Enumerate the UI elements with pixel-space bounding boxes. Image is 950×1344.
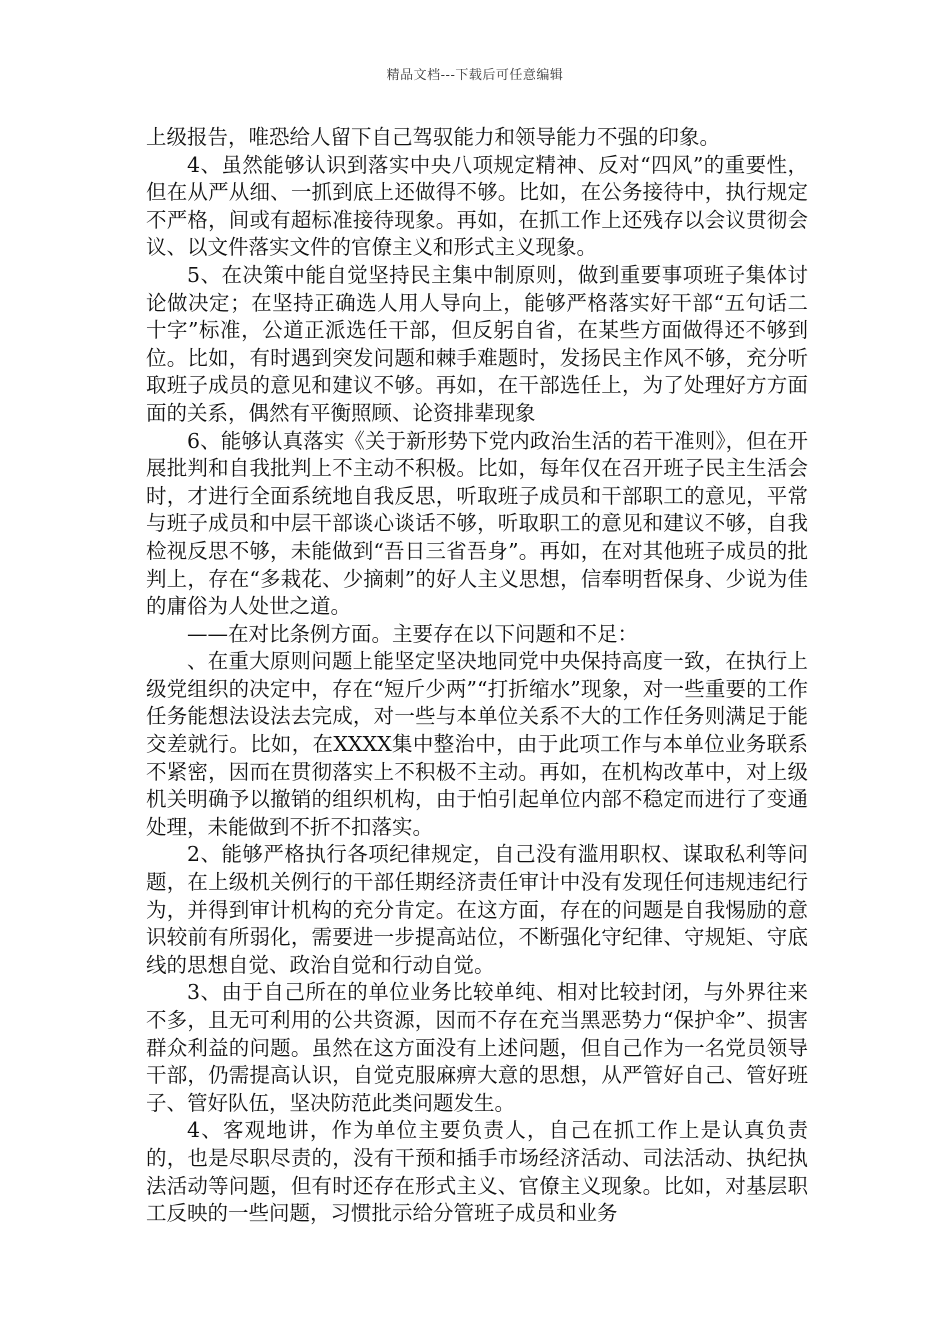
paragraph: 3、由于自己所在的单位业务比较单纯、相对比较封闭，与外界往来不多，且无可利用的公共资源，因而不存在充当黑恶势力“保护伞”、损害群众利益的问题。虽然在这方面没有上述问题，但自己作为一名党员领导干部，仍需提高认识，自觉克服麻痹大意的思想，从严管好自己、管好班子、管好队伍，坚决防范此类问题发生。 — [146, 980, 808, 1115]
paragraph: 、在重大原则问题上能坚定坚决地同党中央保持高度一致，在执行上级党组织的决定中，存在“短斤少两”“打折缩水”现象，对一些重要的工作任务能想法设法去完成，对一些与本单位关系不大的工作任务则满足于能交差就行。比如，在XXXX集中整治中，由于此项工作与本单位业务联系不紧密，因而在贯彻落实上不积极不主动。再如，在机构改革中，对上级机关明确予以撤销的组织机构，由于怕引起单位内部不稳定而进行了变通处理，未能做到不折不扣落实。 — [146, 649, 808, 839]
paragraph: 4、虽然能够认识到落实中央八项规定精神、反对“四风”的重要性，但在从严从细、一抓到底上还做得不够。比如，在公务接待中，执行规定不严格，间或有超标准接待现象。再如，在抓工作上还残存以会议贯彻会议、以文件落实文件的官僚主义和形式主义现象。 — [146, 152, 808, 260]
paragraph: 2、能够严格执行各项纪律规定，自己没有滥用职权、谋取私利等问题，在上级机关例行的干部任期经济责任审计中没有发现任何违规违纪行为，并得到审计机构的充分肯定。在这方面，存在的问题是自我惕励的意识较前有所弱化，需要进一步提高站位，不断强化守纪律、守规矩、守底线的思想自觉、政治自觉和行动自觉。 — [146, 842, 808, 977]
document-body — [146, 124, 808, 1228]
paragraph: ——在对比条例方面。主要存在以下问题和不足： — [187, 621, 638, 646]
paragraph: 上级报告，唯恐给人留下自己驾驭能力和领导能力不强的印象。 — [146, 125, 720, 149]
paragraph: 5、在决策中能自觉坚持民主集中制原则，做到重要事项班子集体讨论做决定；在坚持正确选人用人导向上，能够严格落实好干部“五句话二十字”标准，公道正派选任干部，但反躬自省，在某些方面做得还不够到位。比如，有时遇到突发问题和棘手难题时，发扬民主作风不够，充分听取班子成员的意见和建议不够。再如，在干部选任上，为了处理好方方面面的关系，偶然有平衡照顾、论资排辈现象 — [146, 262, 808, 425]
page-header: 精品文档---下载后可任意编辑 — [386, 68, 564, 83]
paragraph: 6、能够认真落实《关于新形势下党内政治生活的若干准则》，但在开展批判和自我批判上不主动不积极。比如，每年仅在召开班子民主生活会时，才进行全面系统地自我反思，听取班子成员和干部职工的意见，平常与班子成员和中层干部谈心谈话不够，听取职工的意见和建议不够，自我检视反思不够，未能做到“吾日三省吾身”。再如，在对其他班子成员的批判上，存在“多栽花、少摘刺”的好人主义思想，信奉明哲保身、少说为佳的庸俗为人处世之道。 — [146, 428, 808, 619]
paragraph: 4、客观地讲，作为单位主要负责人，自己在抓工作上是认真负责的，也是尽职尽责的，没有干预和插手市场经济活动、司法活动、执纪执法活动等问题，但有时还存在形式主义、官僚主义现象。比如，对基层职工反映的一些问题，习惯批示给分管班子成员和业务 — [146, 1118, 808, 1226]
